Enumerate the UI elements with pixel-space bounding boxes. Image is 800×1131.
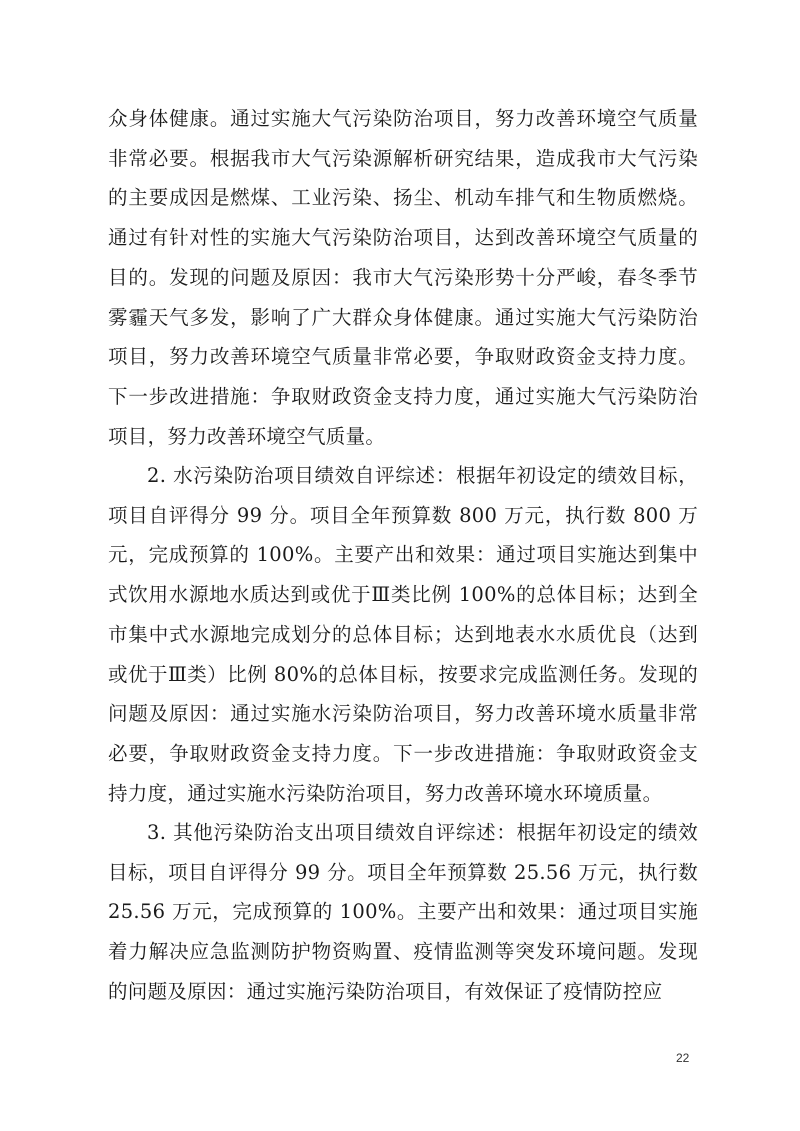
paragraph-air-pollution-continuation: 众身体健康。通过实施大气污染防治项目，努力改善环境空气质量非常必要。根据我市大气污染源解析研究结果，造成我市大气污染的主要成因是燃煤、工业污染、扬尘、机动车排气和生物质燃烧。通过有针对性的实施大气污染防治项目，达到改善环境空气质量的目的。发现的问题及原因：我市大气污染形势十分严峻，春冬季节雾霾天气多发，影响了广大群众身体健康。通过实施大气污染防治项目，努力改善环境空气质量非常必要，争取财政资金支持力度。下一步改进措施：争取财政资金支持力度，通过实施大气污染防治项目，努力改善环境空气质量。 [108,107,698,448]
page-number: 22 [676,1051,690,1065]
paragraph-water-pollution: 2. 水污染防治项目绩效自评综述：根据年初设定的绩效目标，项目自评得分 99 分。项目全年预算数 800 万元，执行数 800 万元，完成预算的 100%。主要产出和效果：通过项目实施达到集中式饮用水源地水质达到或优于Ⅲ类比例 100%的总体目标；达到全市集中式水源地完成划分的总体目标；达到地表水水质优良（达到或优于Ⅲ类）比例 80%的总体目标，按要求完成监测任务。发现的问题及原因：通过实施水污染防治项目，努力改善环境水质量非常必要，争取财政资金支持力度。下一步改进措施：争取财政资金支持力度，通过实施水污染防治项目，努力改善环境水环境质量。 [108,464,698,805]
paragraph-other-pollution: 3. 其他污染防治支出项目绩效自评综述：根据年初设定的绩效目标，项目自评得分 99 分。项目全年预算数 25.56 万元，执行数 25.56 万元，完成预算的 100%。主要产出和效果：通过项目实施着力解决应急监测防护物资购置、疫情监测等突发环境问题。发现的问题及原因：通过实施污染防治项目，有效保证了疫情防控应 [108,821,698,1003]
